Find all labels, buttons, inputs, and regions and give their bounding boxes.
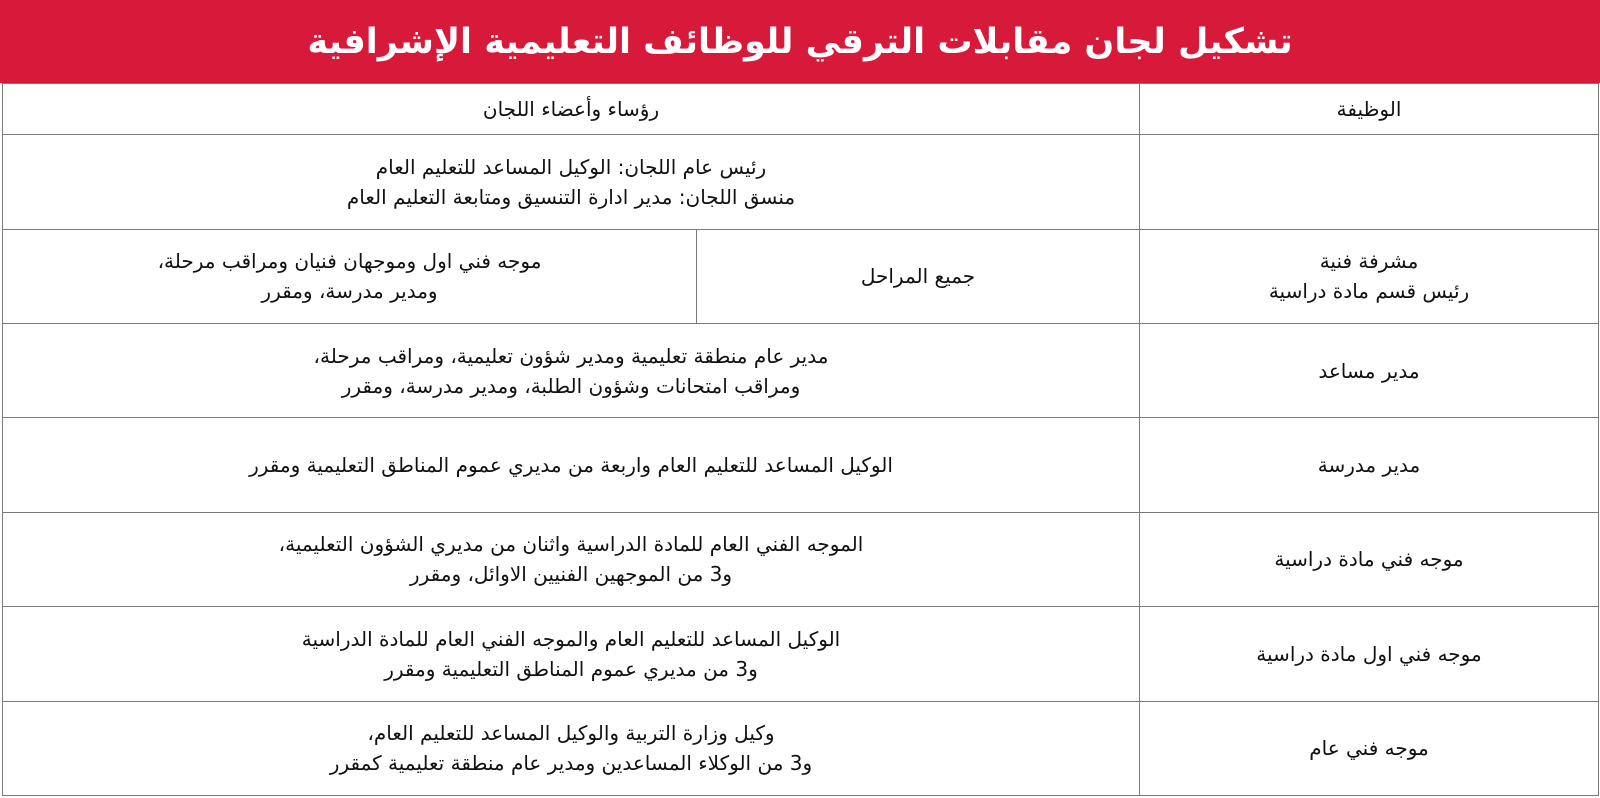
- position-cell: موجه فني اول مادة دراسية: [1140, 607, 1599, 701]
- members-line: ومدير مدرسة، ومقرر: [261, 279, 438, 304]
- members-cell: [3, 701, 1140, 795]
- members-line: وكيل وزارة التربية والوكيل المساعد للتعليم العام،: [367, 721, 775, 746]
- general-coordinator-line: منسق اللجان: مدير ادارة التنسيق ومتابعة التعليم العام: [346, 185, 796, 210]
- table-header-row: [3, 84, 1599, 135]
- header-members: رؤساء وأعضاء اللجان: [3, 84, 1140, 135]
- position-cell: [1140, 229, 1599, 323]
- members-line: الوكيل المساعد للتعليم العام والموجه الفني العام للمادة الدراسية: [301, 626, 841, 651]
- members-line: موجه فني اول وموجهان فنيان ومراقب مرحلة،: [157, 249, 542, 274]
- members-cell: [3, 229, 697, 323]
- members-cell: [3, 607, 1140, 701]
- members-cell: [3, 512, 1140, 606]
- title-bar: [0, 0, 1600, 83]
- stage-cell: جميع المراحل: [697, 229, 1140, 323]
- members-cell: [3, 418, 1140, 512]
- table-row: [3, 607, 1599, 701]
- table-row: [3, 701, 1599, 795]
- general-chair-line: رئيس عام اللجان: الوكيل المساعد للتعليم العام: [375, 155, 767, 180]
- position-cell: مدير مدرسة: [1140, 418, 1599, 512]
- header-position: الوظيفة: [1140, 84, 1599, 135]
- position-cell: [1140, 135, 1599, 229]
- position-line: رئيس قسم مادة دراسية: [1268, 279, 1470, 304]
- table-row: [3, 512, 1599, 606]
- table-row: [3, 135, 1599, 229]
- members-cell: [3, 135, 1140, 229]
- position-cell: موجه فني مادة دراسية: [1140, 512, 1599, 606]
- members-line: ومراقب امتحانات وشؤون الطلبة، ومدير مدرسة، ومقرر: [341, 373, 801, 398]
- page-title: تشكيل لجان مقابلات الترقي للوظائف التعليمية الإشرافية: [307, 21, 1293, 62]
- table-row: [3, 229, 1599, 323]
- position-line: مشرفة فنية: [1319, 249, 1419, 274]
- members-cell: [3, 324, 1140, 418]
- members-line: و3 من الوكلاء المساعدين ومدير عام منطقة تعليمية كمقرر: [329, 751, 813, 776]
- members-line: و3 من مديري عموم المناطق التعليمية ومقرر: [384, 656, 758, 681]
- position-cell: مدير مساعد: [1140, 324, 1599, 418]
- table-row: [3, 418, 1599, 512]
- members-line: و3 من الموجهين الفنيين الاوائل، ومقرر: [409, 562, 733, 587]
- committees-table: [2, 83, 1599, 796]
- position-cell: موجه فني عام: [1140, 701, 1599, 795]
- members-line: مدير عام منطقة تعليمية ومدير شؤون تعليمية، ومراقب مرحلة،: [313, 343, 829, 368]
- members-line: الوكيل المساعد للتعليم العام واربعة من مديري عموم المناطق التعليمية ومقرر: [249, 453, 893, 478]
- table-row: [3, 324, 1599, 418]
- members-line: الموجه الفني العام للمادة الدراسية واثنان من مديري الشؤون التعليمية،: [278, 532, 864, 557]
